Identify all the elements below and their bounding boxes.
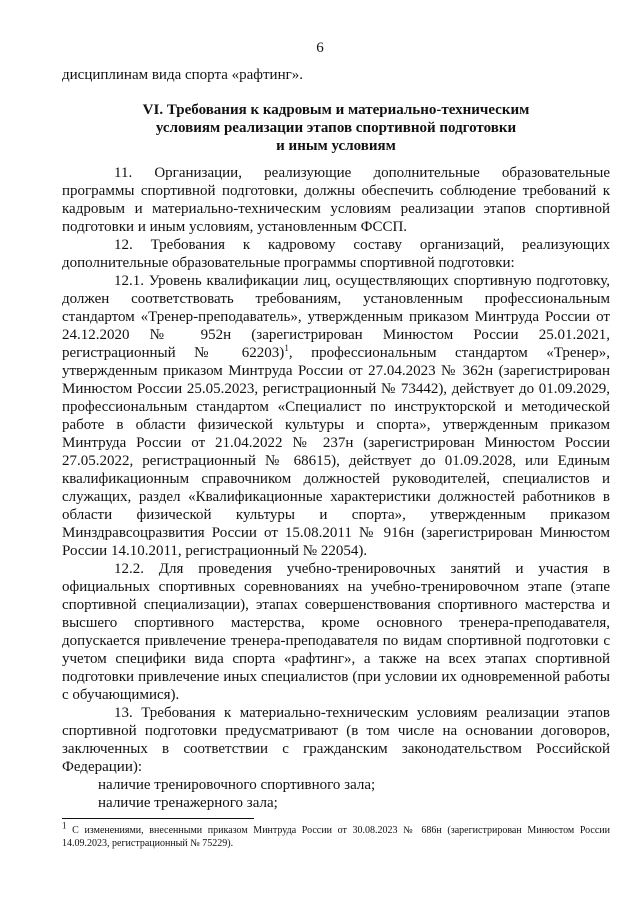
footnote-marker: 1 — [62, 820, 67, 831]
body-text — [62, 164, 610, 812]
paragraph-13: 13. Требования к материально-техническим условиям реализации этапов спортивной подготовки предусматривают (в том числе на основании договоров, заключенных в соответствии с гражданским законодательством Российской Федерации): — [62, 705, 610, 775]
list-item-gym: наличие тренажерного зала; — [98, 795, 278, 811]
footnote-divider — [62, 818, 254, 819]
footnote-text: С изменениями, внесенными приказом Минтруда России от 30.08.2023 № 686н (зарегистрирован Минюстом России 14.09.2023, регистрационный № 75229). — [62, 825, 610, 849]
list-item-training-hall: наличие тренировочного спортивного зала; — [98, 777, 376, 793]
page-number: 6 — [316, 40, 324, 56]
footnote-ref: 1 — [284, 343, 289, 353]
section-heading — [62, 101, 610, 155]
section-heading-line-1: VI. Требования к кадровым и материально-техническим — [142, 102, 530, 118]
paragraph-12-1 — [62, 272, 610, 560]
section-heading-line-3: и иным условиям — [276, 138, 396, 154]
paragraph-11: 11. Организации, реализующие дополнительные образовательные программы спортивной подготовки, должны обеспечить соблюдение требований к кадровым и материально-техническим условиям реализации этапов спортивной подготовки и иным условиям, установленным ФССП. — [62, 165, 610, 235]
continuation-text — [62, 66, 610, 84]
paragraph-12: 12. Требования к кадровому составу организаций, реализующих дополнительные образовательные программы спортивной подготовки: — [62, 237, 610, 271]
paragraph-12-1-part-a: 12.1. Уровень квалификации лиц, осуществляющих спортивную подготовку, должен соответствовать требованиям, установленным профессиональным стандартом «Тренер-преподаватель», утвержденным приказом Минтруда России от 24.12.2020 № 952н (зарегистрирован Минюстом России 25.01.2021, регистрационный № 62203) — [62, 273, 610, 361]
footnote — [62, 820, 610, 850]
continuation-line: дисциплинам вида спорта «рафтинг». — [62, 67, 304, 83]
section-heading-line-2: условиям реализации этапов спортивной подготовки — [155, 120, 517, 136]
paragraph-12-1-part-b: , профессиональным стандартом «Тренер», утвержденным приказом Минтруда России от 27.04.2023 № 362н (зарегистрирован Минюстом России 25.05.2023, регистрационный № 73442), действует до 01.09.2029, профессиональным стандартом «Специалист по инструкторской и методической работе в области физической культуры и спорта», утвержденным приказом Минтруда России от 21.04.2022 № 237н (зарегистрирован Минюстом России 27.05.2022, регистрационный № 68615), действует до 01.09.2028, или Единым квалификационным справочником должностей руководителей, специалистов и служащих, раздел «Квалификационные характеристики должностей работников в области физической культуры и спорта», утвержденным приказом Минздравсоцразвития России от 15.08.2011 № 916н (зарегистрирован Минюстом России 14.10.2011, регистрационный № 22054). — [62, 345, 610, 559]
paragraph-12-2: 12.2. Для проведения учебно-тренировочных занятий и участия в официальных спортивных соревнованиях на учебно-тренировочном этапе (этапе спортивной специализации), этапах совершенствования спортивного мастерства и высшего спортивного мастерства, кроме основного тренера-преподавателя, допускается привлечение тренера-преподавателя по видам спортивной подготовки с учетом специфики вида спорта «рафтинг», а также на всех этапах спортивной подготовки привлечение иных специалистов (при условии их одновременной работы с обучающимися). — [62, 561, 610, 703]
